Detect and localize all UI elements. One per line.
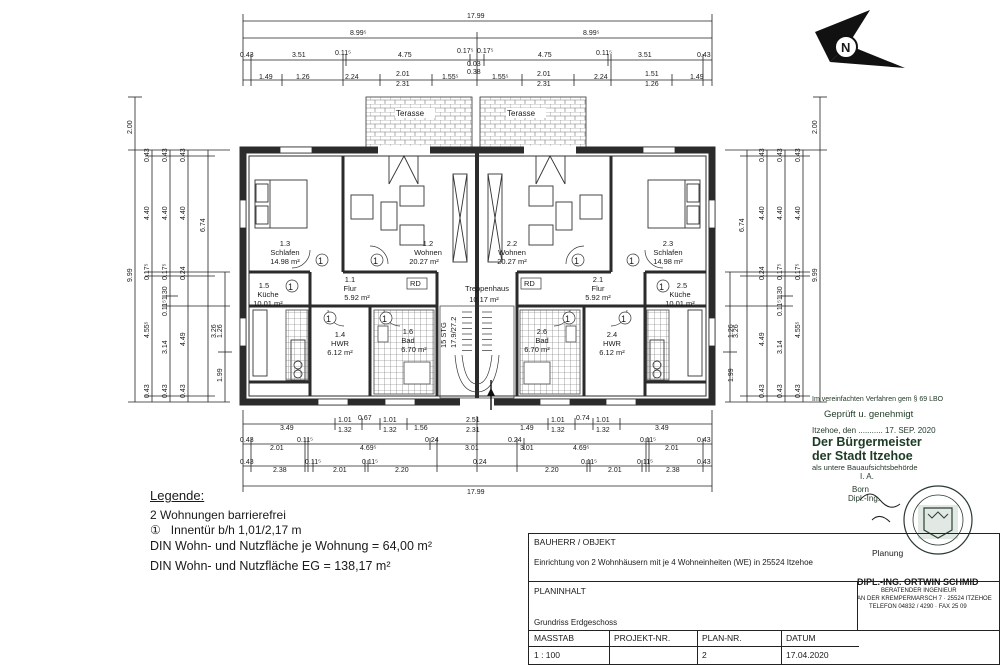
svg-text:0.43: 0.43 [240,437,254,444]
svg-text:0.43: 0.43 [180,384,187,398]
svg-text:4.40: 4.40 [795,206,802,220]
svg-text:RD: RD [410,279,421,288]
svg-text:0.11⁵: 0.11⁵ [581,459,598,466]
dim-top-r2: 2.24 [594,74,608,81]
architect-sub: BERATENDER INGENIEUR [881,588,957,594]
svg-text:2.38: 2.38 [666,467,680,474]
svg-text:3.01: 3.01 [520,445,534,452]
svg-text:0.43: 0.43 [777,148,784,162]
svg-text:2.31: 2.31 [466,427,480,434]
dim-top-r1: 0.11⁵ [596,50,613,57]
svg-text:0.24: 0.24 [759,266,766,280]
north-label: N [841,40,851,55]
svg-text:HWR: HWR [331,339,349,348]
svg-text:Flur: Flur [591,284,605,293]
svg-text:0.43: 0.43 [759,148,766,162]
svg-text:0.24: 0.24 [180,266,187,280]
svg-text:9.99: 9.99 [127,268,134,282]
svg-text:2.01: 2.01 [333,467,347,474]
datum-value: 17.04.2020 [786,650,829,660]
stair-labels [439,317,458,348]
svg-text:2.01: 2.01 [270,445,284,452]
armchair [351,195,373,219]
svg-text:0.43: 0.43 [777,384,784,398]
svg-text:Wohnen: Wohnen [498,248,526,257]
svg-text:1.32: 1.32 [596,427,610,434]
terrace-label-right: Terasse [507,109,536,118]
svg-text:2.20: 2.20 [545,467,559,474]
svg-text:0.24: 0.24 [425,437,439,444]
svg-text:1: 1 [326,314,332,324]
plan-nr-value: 2 [702,650,707,660]
architect-addr: AN DER KREMPERMARSCH 7 · 25524 ITZEHOE [857,596,992,602]
svg-text:2.00: 2.00 [127,120,134,134]
north-arrow-icon [815,10,905,68]
svg-text:2.00: 2.00 [812,120,819,134]
svg-text:0.43: 0.43 [697,437,711,444]
projekt-label: PROJEKT-NR. [614,633,671,643]
armchair [529,225,553,245]
svg-text:0.67: 0.67 [358,415,372,422]
svg-text:1.30: 1.30 [777,286,784,300]
svg-text:0.11⁵: 0.11⁵ [777,299,784,316]
planung-label: Planung [872,548,904,558]
svg-text:6.12 m²: 6.12 m² [327,348,353,357]
svg-text:0.43: 0.43 [795,384,802,398]
dim-top-r1: 0.11⁵ [335,50,352,57]
dim-top-r1: 0.43 [697,52,711,59]
svg-text:Bad: Bad [535,336,549,345]
svg-text:1: 1 [318,256,324,266]
top-dimension-labels [240,13,711,88]
title-block [528,533,1000,665]
dim-top-r1: 3.51 [638,52,652,59]
svg-text:1.01: 1.01 [551,417,565,424]
dim-top-r2: 2.24 [345,74,359,81]
svg-text:2.2: 2.2 [506,239,518,248]
svg-text:0.43: 0.43 [795,148,802,162]
building-walls [240,146,715,406]
armchair [529,186,553,206]
svg-text:1: 1 [659,282,665,292]
svg-text:2.01: 2.01 [608,467,622,474]
svg-text:1: 1 [621,314,627,324]
table [381,202,397,230]
svg-text:0.43: 0.43 [162,384,169,398]
dim-top-r1: 0.17⁵ [477,48,494,55]
svg-text:Wohnen: Wohnen [414,248,442,257]
massstab-label: MASSTAB [534,633,574,643]
svg-text:0.43: 0.43 [144,148,151,162]
planinhalt-value: Grundriss Erdgeschoss [534,618,618,627]
right-dimensions [723,97,827,402]
dim-top-r2: 2.01 [537,71,551,78]
svg-text:4.69⁵: 4.69⁵ [360,445,377,452]
planinhalt-label: PLANINHALT [534,586,586,596]
svg-text:1.32: 1.32 [338,427,352,434]
svg-text:6.74: 6.74 [739,218,746,232]
svg-text:6.12 m²: 6.12 m² [599,348,625,357]
svg-text:4.49: 4.49 [180,332,187,346]
svg-text:1.30: 1.30 [162,286,169,300]
armchair [580,195,602,219]
svg-text:0.43: 0.43 [144,384,151,398]
svg-text:1.1: 1.1 [344,275,356,284]
svg-text:3.26: 3.26 [733,324,740,338]
svg-text:Küche: Küche [669,290,691,299]
svg-text:2.5: 2.5 [676,281,688,290]
svg-text:1: 1 [373,256,379,266]
dim-top-center: 0.38 [467,69,481,76]
svg-text:20.27 m²: 20.27 m² [497,257,527,266]
left-dimensions [128,97,232,402]
svg-text:3.49: 3.49 [655,425,669,432]
svg-text:1.3: 1.3 [279,239,291,248]
svg-text:3.49: 3.49 [280,425,294,432]
architect-tel: TELEFON 04832 / 4290 · FAX 25 09 [869,604,967,610]
dim-top-r2: 1.55⁵ [492,74,509,81]
dim-top-r2: 1.55⁵ [442,74,459,81]
svg-text:0.24: 0.24 [473,459,487,466]
svg-text:15 STG: 15 STG [439,322,448,348]
svg-text:0.11⁵: 0.11⁵ [640,437,657,444]
svg-text:6.74: 6.74 [200,218,207,232]
svg-text:1.2: 1.2 [422,239,434,248]
svg-text:2.4: 2.4 [606,330,618,339]
bauherr-value: Einrichtung von 2 Wohnhäusern mit je 4 Wohneinheiten (WE) in 25524 Itzehoe [534,558,813,567]
svg-text:14.98 m²: 14.98 m² [653,257,683,266]
right-dimension-labels [728,120,819,398]
svg-text:4.40: 4.40 [144,206,151,220]
massstab-value: 1 : 100 [534,650,560,660]
terrace-right [480,97,586,149]
svg-text:3.14: 3.14 [162,340,169,354]
svg-text:1.01: 1.01 [338,417,352,424]
svg-text:0.17⁵: 0.17⁵ [777,263,784,280]
svg-text:Schlafen: Schlafen [270,248,300,257]
dim-top-r2: 1.26 [296,74,310,81]
dim-top-r2: 1.51 [645,71,659,78]
svg-text:2.3: 2.3 [662,239,674,248]
legend-line: DIN Wohn- und Nutzfläche je Wohnung = 64,00 m² [150,538,432,553]
svg-text:1.26: 1.26 [728,324,735,338]
svg-text:10.17 m²: 10.17 m² [469,295,499,304]
door-symbol-icon: ① [150,523,161,537]
svg-text:4.55⁵: 4.55⁵ [144,321,151,338]
armchair [400,186,424,206]
terrace-label-left: Terasse [396,109,425,118]
legend-title: Legende: [150,488,205,503]
svg-text:20.27 m²: 20.27 m² [409,257,439,266]
dim-top-overall: 17.99 [467,13,485,20]
svg-text:0.17⁵: 0.17⁵ [162,263,169,280]
svg-text:5.92 m²: 5.92 m² [585,293,611,302]
architect-name: DIPL.-ING. ORTWIN SCHMID [857,577,979,587]
svg-text:1.32: 1.32 [551,427,565,434]
svg-text:0.11⁵: 0.11⁵ [362,459,379,466]
svg-text:Küche: Küche [257,290,279,299]
svg-text:0.43: 0.43 [240,459,254,466]
legend-line: ① Innentür b/h 1,01/2,17 m [150,523,302,537]
svg-text:1: 1 [629,256,635,266]
legend-line: DIN Wohn- und Nutzfläche EG = 138,17 m² [150,559,391,573]
dim-top-r1: 4.75 [538,52,552,59]
svg-text:4.49: 4.49 [759,332,766,346]
dim-top-r1: 0.43 [240,52,254,59]
svg-text:1.5: 1.5 [258,281,270,290]
svg-text:14.98 m²: 14.98 m² [270,257,300,266]
dim-top-r1: 3.51 [292,52,306,59]
svg-text:0.43: 0.43 [759,384,766,398]
legend [150,488,432,575]
svg-text:0.24: 0.24 [508,437,522,444]
svg-text:0.43: 0.43 [180,148,187,162]
dim-top-half-left: 8.99⁵ [350,30,367,37]
bottom-dimension-labels [240,415,711,496]
plan-nr-label: PLAN-NR. [702,633,742,643]
svg-text:Bad: Bad [401,336,415,345]
svg-text:0.17⁵: 0.17⁵ [795,263,802,280]
legend-line: 2 Wohnungen barrierefrei [150,507,286,522]
svg-text:2.20: 2.20 [395,467,409,474]
dim-top-r1: 0.17⁵ [457,48,474,55]
svg-text:2.1: 2.1 [592,275,604,284]
svg-text:1.56: 1.56 [414,425,428,432]
dim-top-half-right: 8.99⁵ [583,30,600,37]
svg-text:0.11⁵: 0.11⁵ [305,459,322,466]
svg-text:1.26: 1.26 [217,324,224,338]
svg-text:3.01: 3.01 [465,445,479,452]
svg-text:1: 1 [382,314,388,324]
dim-top-r2: 2.31 [396,81,410,88]
svg-text:4.40: 4.40 [759,206,766,220]
svg-text:6.70 m²: 6.70 m² [401,345,427,354]
svg-text:0.43: 0.43 [162,148,169,162]
svg-text:10.01 m²: 10.01 m² [253,299,283,308]
svg-text:4.40: 4.40 [777,206,784,220]
dim-top-r1: 4.75 [398,52,412,59]
left-dimension-labels [127,120,224,398]
svg-text:0.74: 0.74 [576,415,590,422]
svg-text:Flur: Flur [343,284,357,293]
svg-text:0.11⁵: 0.11⁵ [162,299,169,316]
svg-text:1.01: 1.01 [383,417,397,424]
svg-text:1.99: 1.99 [217,368,224,382]
terraces [366,97,586,149]
svg-text:2.01: 2.01 [665,445,679,452]
svg-text:17.99: 17.99 [467,489,485,496]
svg-text:3.14: 3.14 [777,340,784,354]
svg-text:0.11⁵: 0.11⁵ [637,459,654,466]
svg-text:2.6: 2.6 [536,327,548,336]
svg-text:1.01: 1.01 [596,417,610,424]
svg-text:3.26: 3.26 [211,324,218,338]
svg-text:Schlafen: Schlafen [653,248,683,257]
svg-text:HWR: HWR [603,339,621,348]
svg-text:1.99: 1.99 [728,368,735,382]
dim-top-r2: 2.01 [396,71,410,78]
dim-top-center: 0.03 [467,61,481,68]
svg-text:4.55⁵: 4.55⁵ [795,321,802,338]
dim-top-r2: 1.49 [690,74,704,81]
svg-text:5.92 m²: 5.92 m² [344,293,370,302]
table [556,202,572,230]
armchair [400,225,424,245]
svg-text:4.69⁵: 4.69⁵ [573,445,590,452]
svg-text:10.01 m²: 10.01 m² [665,299,695,308]
dim-top-r2: 1.26 [645,81,659,88]
svg-text:1: 1 [574,256,580,266]
svg-text:0.11⁵: 0.11⁵ [297,437,314,444]
terrace-left [366,97,472,149]
svg-text:0.43: 0.43 [697,459,711,466]
bauherr-label: BAUHERR / OBJEKT [534,537,616,547]
svg-text:2.51: 2.51 [466,417,480,424]
svg-text:RD: RD [524,279,535,288]
svg-text:1.4: 1.4 [334,330,346,339]
svg-text:4.40: 4.40 [180,206,187,220]
svg-text:1.32: 1.32 [383,427,397,434]
dim-top-r2: 2.31 [537,81,551,88]
svg-text:9.99: 9.99 [812,268,819,282]
svg-text:17.9/27.2: 17.9/27.2 [449,316,458,348]
svg-text:1.6: 1.6 [402,327,414,336]
svg-text:1.49: 1.49 [520,425,534,432]
svg-text:1: 1 [288,282,294,292]
dim-top-r2: 1.49 [259,74,273,81]
svg-text:6.70 m²: 6.70 m² [524,345,550,354]
svg-text:1: 1 [565,314,571,324]
svg-text:2.38: 2.38 [273,467,287,474]
datum-label: DATUM [786,633,816,643]
svg-text:4.40: 4.40 [162,206,169,220]
svg-text:0.17⁵: 0.17⁵ [144,263,151,280]
svg-text:Treppenhaus: Treppenhaus [465,284,509,293]
approval-stamp: Im vereinfachten Verfahren gem § 69 LBO Geprüft u. genehmigt Itzehoe, den ........... 17. SEP. 2020 Der Bürgermeister der Stadt Itzehoe als untere Bauaufsichtsbehörde I. A. Born Dipl.-Ing. [812,396,944,503]
